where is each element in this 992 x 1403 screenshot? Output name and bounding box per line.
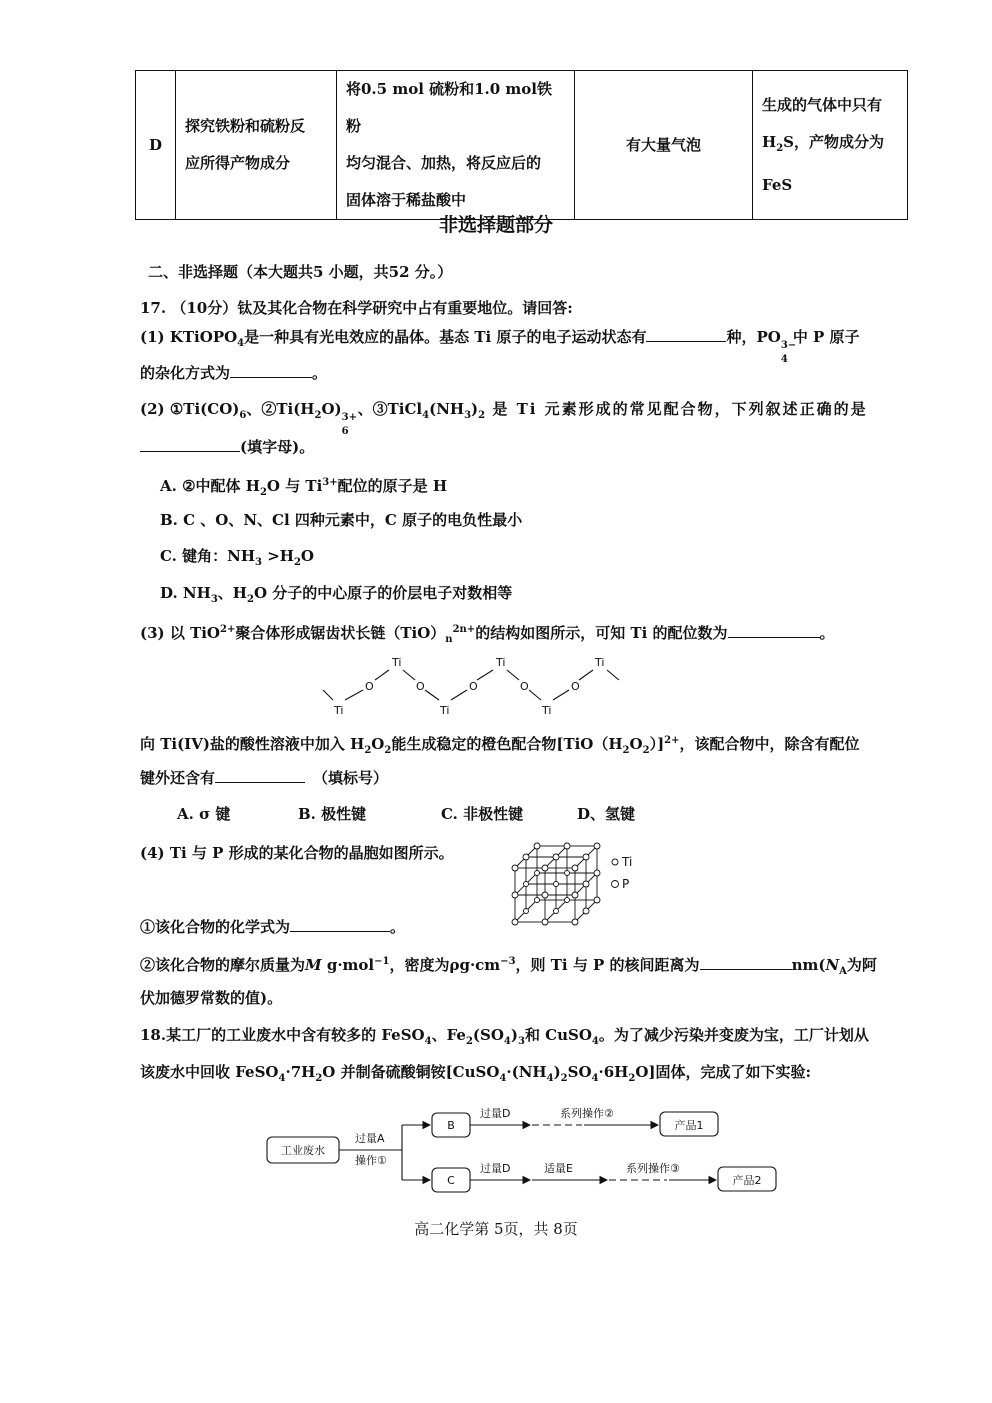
crystal-cell-diagram bbox=[505, 838, 650, 928]
answer-blank[interactable] bbox=[646, 326, 726, 342]
q17-option-d: D. $NH_3$、$H_2O$ 分子的中心原子的价层电子对数相等 bbox=[160, 584, 513, 605]
answer-blank[interactable] bbox=[140, 436, 240, 452]
chain-ti-label: Ti bbox=[542, 704, 552, 717]
chain-ti-label: Ti bbox=[392, 656, 402, 669]
q17-option-b: B. C 、O、N、Cl 四种元素中，C 原子的电负性最小 bbox=[160, 511, 523, 529]
purpose-cell: 探究铁粉和硫粉反 应所得产物成分 bbox=[176, 71, 337, 220]
q17-option-a: A. ②中配体 $H_2O$ 与 $Ti^{3+}$配位的原子是 H bbox=[160, 477, 448, 498]
chain-o-label: O bbox=[469, 680, 478, 693]
row-letter: D bbox=[136, 71, 176, 220]
flow-series3: 系列操作③ bbox=[626, 1162, 680, 1175]
q17-part1-line2: 的杂化方式为 。 bbox=[140, 364, 328, 382]
flow-c-label: C bbox=[447, 1174, 455, 1187]
section-heading: 非选择题部分 bbox=[438, 214, 553, 236]
answer-blank[interactable] bbox=[215, 767, 305, 783]
flow-proper-e: 适量E bbox=[544, 1162, 573, 1175]
q17-stem: 17. （10分）钛及其化合物在科学研究中占有重要地位。请回答: bbox=[140, 299, 573, 317]
flow-series2: 系列操作② bbox=[560, 1107, 614, 1120]
flow-b-label: B bbox=[447, 1119, 455, 1132]
chain-ti-label: Ti bbox=[440, 704, 450, 717]
chain-ti-label: Ti bbox=[496, 656, 506, 669]
process-flow-diagram bbox=[262, 1098, 782, 1198]
q17-part4-q2: ②该化合物的摩尔质量为M g·mol$^{-1}$，密度为$\rho g\cdot cm^{-3}$，则 Ti 与 P 的核间距离为 $nm(N_A$为阿 bbox=[140, 956, 877, 977]
q17-part2-line2: (填字母)。 bbox=[140, 436, 314, 457]
flow-start-label: 工业废水 bbox=[281, 1144, 325, 1157]
chain-ti-label: Ti bbox=[334, 704, 344, 717]
q17-option-c: C. 键角：$NH_3 >H_2O$ bbox=[160, 547, 314, 568]
phenomenon-cell: 有大量气泡 bbox=[575, 71, 753, 220]
legend-p-label: P bbox=[622, 877, 630, 891]
chain-o-label: O bbox=[416, 680, 425, 693]
q17-part3-line3: 键外还含有 （填标号） bbox=[140, 769, 389, 787]
conclusion-cell: 生成的气体中只有 $H_2S$，产物成分为 FeS bbox=[753, 71, 908, 220]
experiment-table bbox=[135, 70, 908, 220]
q17-part4-q1: ①该化合物的化学式为 。 bbox=[140, 918, 406, 936]
flow-op1: 操作① bbox=[355, 1154, 387, 1167]
bond-option-c: C. 非极性键 bbox=[441, 805, 524, 823]
page-footer: 高二化学第 5页，共 8页 bbox=[414, 1220, 578, 1238]
operation-cell: 将0.5 mol 硫粉和1.0 mol铁粉 均匀混合、加热，将反应后的 固体溶于稀盐酸中 bbox=[337, 71, 575, 220]
chain-ti-label: Ti bbox=[595, 656, 605, 669]
q18-line1: 18.某工厂的工业废水中含有较多的 FeSO$_4$、$Fe_2(SO_4)_3$和 CuSO$_4$。为了减少污染并变废为宝，工厂计划从 bbox=[140, 1026, 869, 1047]
q17-part1-line1: (1) KTiOPO$_4$是一种具有光电效应的晶体。基态 Ti 原子的电子运动状态有 种，PO 3− 4 中 P 原子 bbox=[140, 328, 860, 365]
flow-excess-d2: 过量D bbox=[480, 1162, 511, 1175]
bond-option-b: B. 极性键 bbox=[298, 805, 367, 823]
section-intro: 二、非选择题（本大题共5 小题，共52 分。） bbox=[148, 263, 453, 281]
table-row bbox=[136, 71, 908, 220]
flow-excess-a: 过量A bbox=[355, 1132, 385, 1145]
legend-ti-label: Ti bbox=[622, 855, 633, 869]
flow-product1-label: 产品1 bbox=[674, 1119, 704, 1132]
answer-blank[interactable] bbox=[230, 362, 312, 378]
q17-part4-line1: (4) Ti 与 P 形成的某化合物的晶胞如图所示。 bbox=[140, 844, 454, 862]
q17-part2-line1: (2) $①Ti(CO)_6$、$②Ti(H_2O)$ 3+ 6 、$③TiCl_4(NH_3)_2$ 是 Ti 元素形成的常见配合物，下列叙述正确的是 bbox=[140, 400, 868, 437]
q17-part3-line2: 向 Ti(IV)盐的酸性溶液中加入 $H_2O_2$能生成稳定的橙色配合物$[TiO(H_2O_2)]^{2+}$，该配合物中，除含有配位 bbox=[140, 735, 860, 756]
chain-o-label: O bbox=[365, 680, 374, 693]
q17-part3-line1: (3) 以 TiO$^{2+}$聚合体形成锯齿状长链$(TiO)_n^{2n+}$的结构如图所示，可知 Ti 的配位数为 。 bbox=[140, 624, 835, 645]
flow-product2-label: 产品2 bbox=[732, 1174, 762, 1187]
q18-line2: 该废水中回收 $FeSO_4\cdot 7H_2O$ 并制备硫酸铜铵$[CuSO_4\cdot(NH_4)_2SO_4\cdot 6H_2O]$固体，完成了如下实验: bbox=[140, 1063, 812, 1084]
chain-o-label: O bbox=[520, 680, 529, 693]
q17-part4-q2-line2: 伏加德罗常数的值)。 bbox=[140, 989, 283, 1007]
bond-option-d: D、氢键 bbox=[577, 805, 636, 823]
answer-blank[interactable] bbox=[728, 622, 820, 638]
answer-blank[interactable] bbox=[290, 916, 390, 932]
flow-excess-d1: 过量D bbox=[480, 1107, 511, 1120]
tio-chain-diagram bbox=[315, 652, 625, 722]
chain-o-label: O bbox=[571, 680, 580, 693]
answer-blank[interactable] bbox=[700, 954, 792, 970]
bond-option-a: A. σ 键 bbox=[177, 805, 231, 823]
